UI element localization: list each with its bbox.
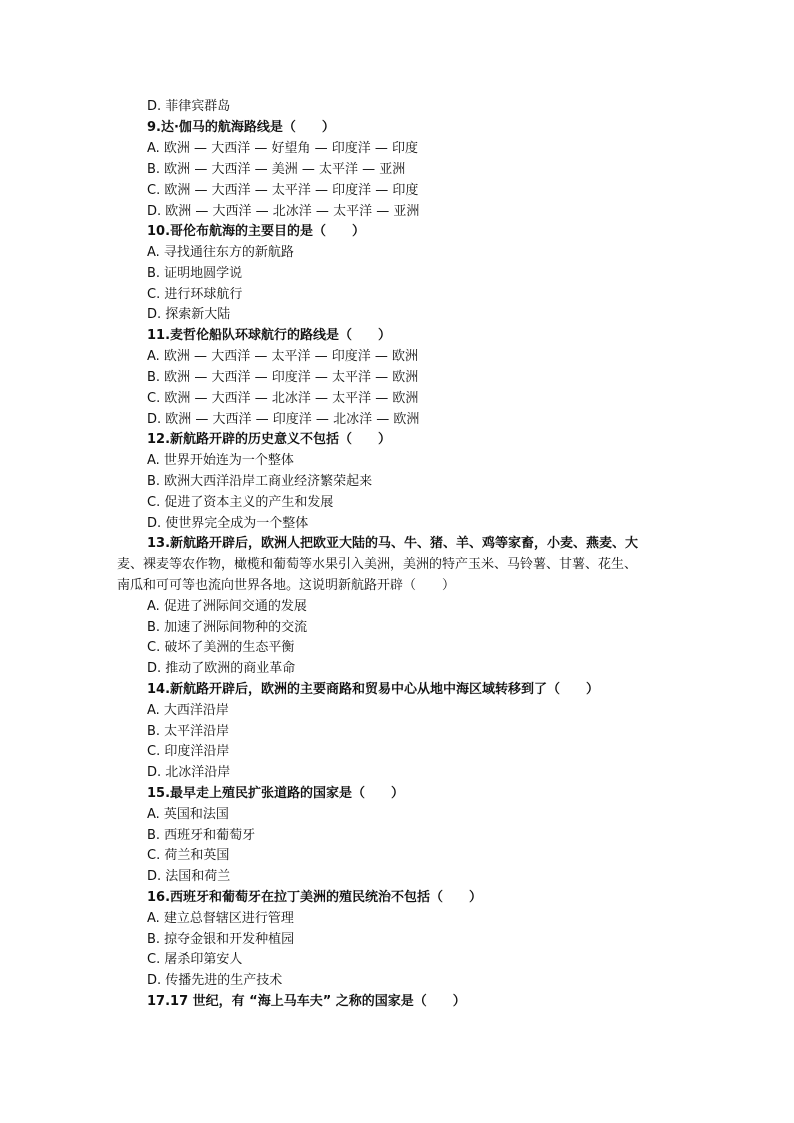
question-16: 16.西班牙和葡萄牙在拉丁美洲的殖民统治不包括（ ） (147, 890, 483, 905)
option-11c: C. 欧洲 — 大西洋 — 北冰洋 — 太平洋 — 欧洲 (147, 391, 419, 406)
option-10c: C. 进行环球航行 (147, 287, 243, 302)
question-11: 11.麦哲伦船队环球航行的路线是（ ） (147, 328, 392, 343)
option-11d: D. 欧洲 — 大西洋 — 印度洋 — 北冰洋 — 欧洲 (147, 412, 420, 427)
option-16b: B. 掠夺金银和开发种植园 (147, 932, 295, 947)
option-14d: D. 北冰洋沿岸 (147, 765, 231, 780)
option-9c: C. 欧洲 — 大西洋 — 太平洋 — 印度洋 — 印度 (147, 183, 419, 198)
option-14b: B. 太平洋沿岸 (147, 724, 230, 739)
option-12d: D. 使世界完全成为一个整体 (147, 516, 309, 531)
question-13-line-1: 13.新航路开辟后，欧洲人把欧亚大陆的马、牛、猪、羊、鸡等家畜，小麦、燕麦、大 (147, 536, 639, 551)
option-12c: C. 促进了资本主义的产生和发展 (147, 495, 334, 510)
option-13d: D. 推动了欧洲的商业革命 (147, 661, 296, 676)
option-16d: D. 传播先进的生产技术 (147, 973, 283, 988)
question-17: 17.17 世纪，有 “海上马车夫” 之称的国家是（ ） (147, 994, 466, 1009)
option-8d: D. 菲律宾群岛 (147, 99, 231, 114)
option-13a: A. 促进了洲际间交通的发展 (147, 599, 307, 614)
option-13b: B. 加速了洲际间物种的交流 (147, 620, 308, 635)
option-10b: B. 证明地圆学说 (147, 266, 243, 281)
option-9a: A. 欧洲 — 大西洋 — 好望角 — 印度洋 — 印度 (147, 141, 418, 156)
question-13-line-2: 麦、裸麦等农作物，橄榄和葡萄等水果引入美洲，美洲的特产玉米、马铃薯、甘薯、花生、 (117, 557, 638, 572)
question-14: 14.新航路开辟后，欧洲的主要商路和贸易中心从地中海区域转移到了（ ） (147, 682, 600, 697)
option-15b: B. 西班牙和葡萄牙 (147, 828, 256, 843)
option-15d: D. 法国和荷兰 (147, 869, 231, 884)
option-15a: A. 英国和法国 (147, 807, 229, 822)
option-15c: C. 荷兰和英国 (147, 848, 230, 863)
question-9: 9.达·伽马的航海路线是（ ） (147, 120, 335, 135)
option-16a: A. 建立总督辖区进行管理 (147, 911, 294, 926)
option-13c: C. 破坏了美洲的生态平衡 (147, 640, 295, 655)
option-12a: A. 世界开始连为一个整体 (147, 453, 294, 468)
question-15: 15.最早走上殖民扩张道路的国家是（ ） (147, 786, 405, 801)
question-12: 12.新航路开辟的历史意义不包括（ ） (147, 432, 392, 447)
option-11a: A. 欧洲 — 大西洋 — 太平洋 — 印度洋 — 欧洲 (147, 349, 418, 364)
option-14a: A. 大西洋沿岸 (147, 703, 229, 718)
option-14c: C. 印度洋沿岸 (147, 744, 230, 759)
option-12b: B. 欧洲大西洋沿岸工商业经济繁荣起来 (147, 474, 373, 489)
question-13-line-3: 南瓜和可可等也流向世界各地。这说明新航路开辟（ ） (117, 578, 456, 593)
option-10a: A. 寻找通往东方的新航路 (147, 245, 294, 260)
option-16c: C. 屠杀印第安人 (147, 952, 243, 967)
option-11b: B. 欧洲 — 大西洋 — 印度洋 — 太平洋 — 欧洲 (147, 370, 419, 385)
option-9b: B. 欧洲 — 大西洋 — 美洲 — 太平洋 — 亚洲 (147, 162, 406, 177)
option-10d: D. 探索新大陆 (147, 307, 231, 322)
option-9d: D. 欧洲 — 大西洋 — 北冰洋 — 太平洋 — 亚洲 (147, 204, 420, 219)
question-10: 10.哥伦布航海的主要目的是（ ） (147, 224, 366, 239)
